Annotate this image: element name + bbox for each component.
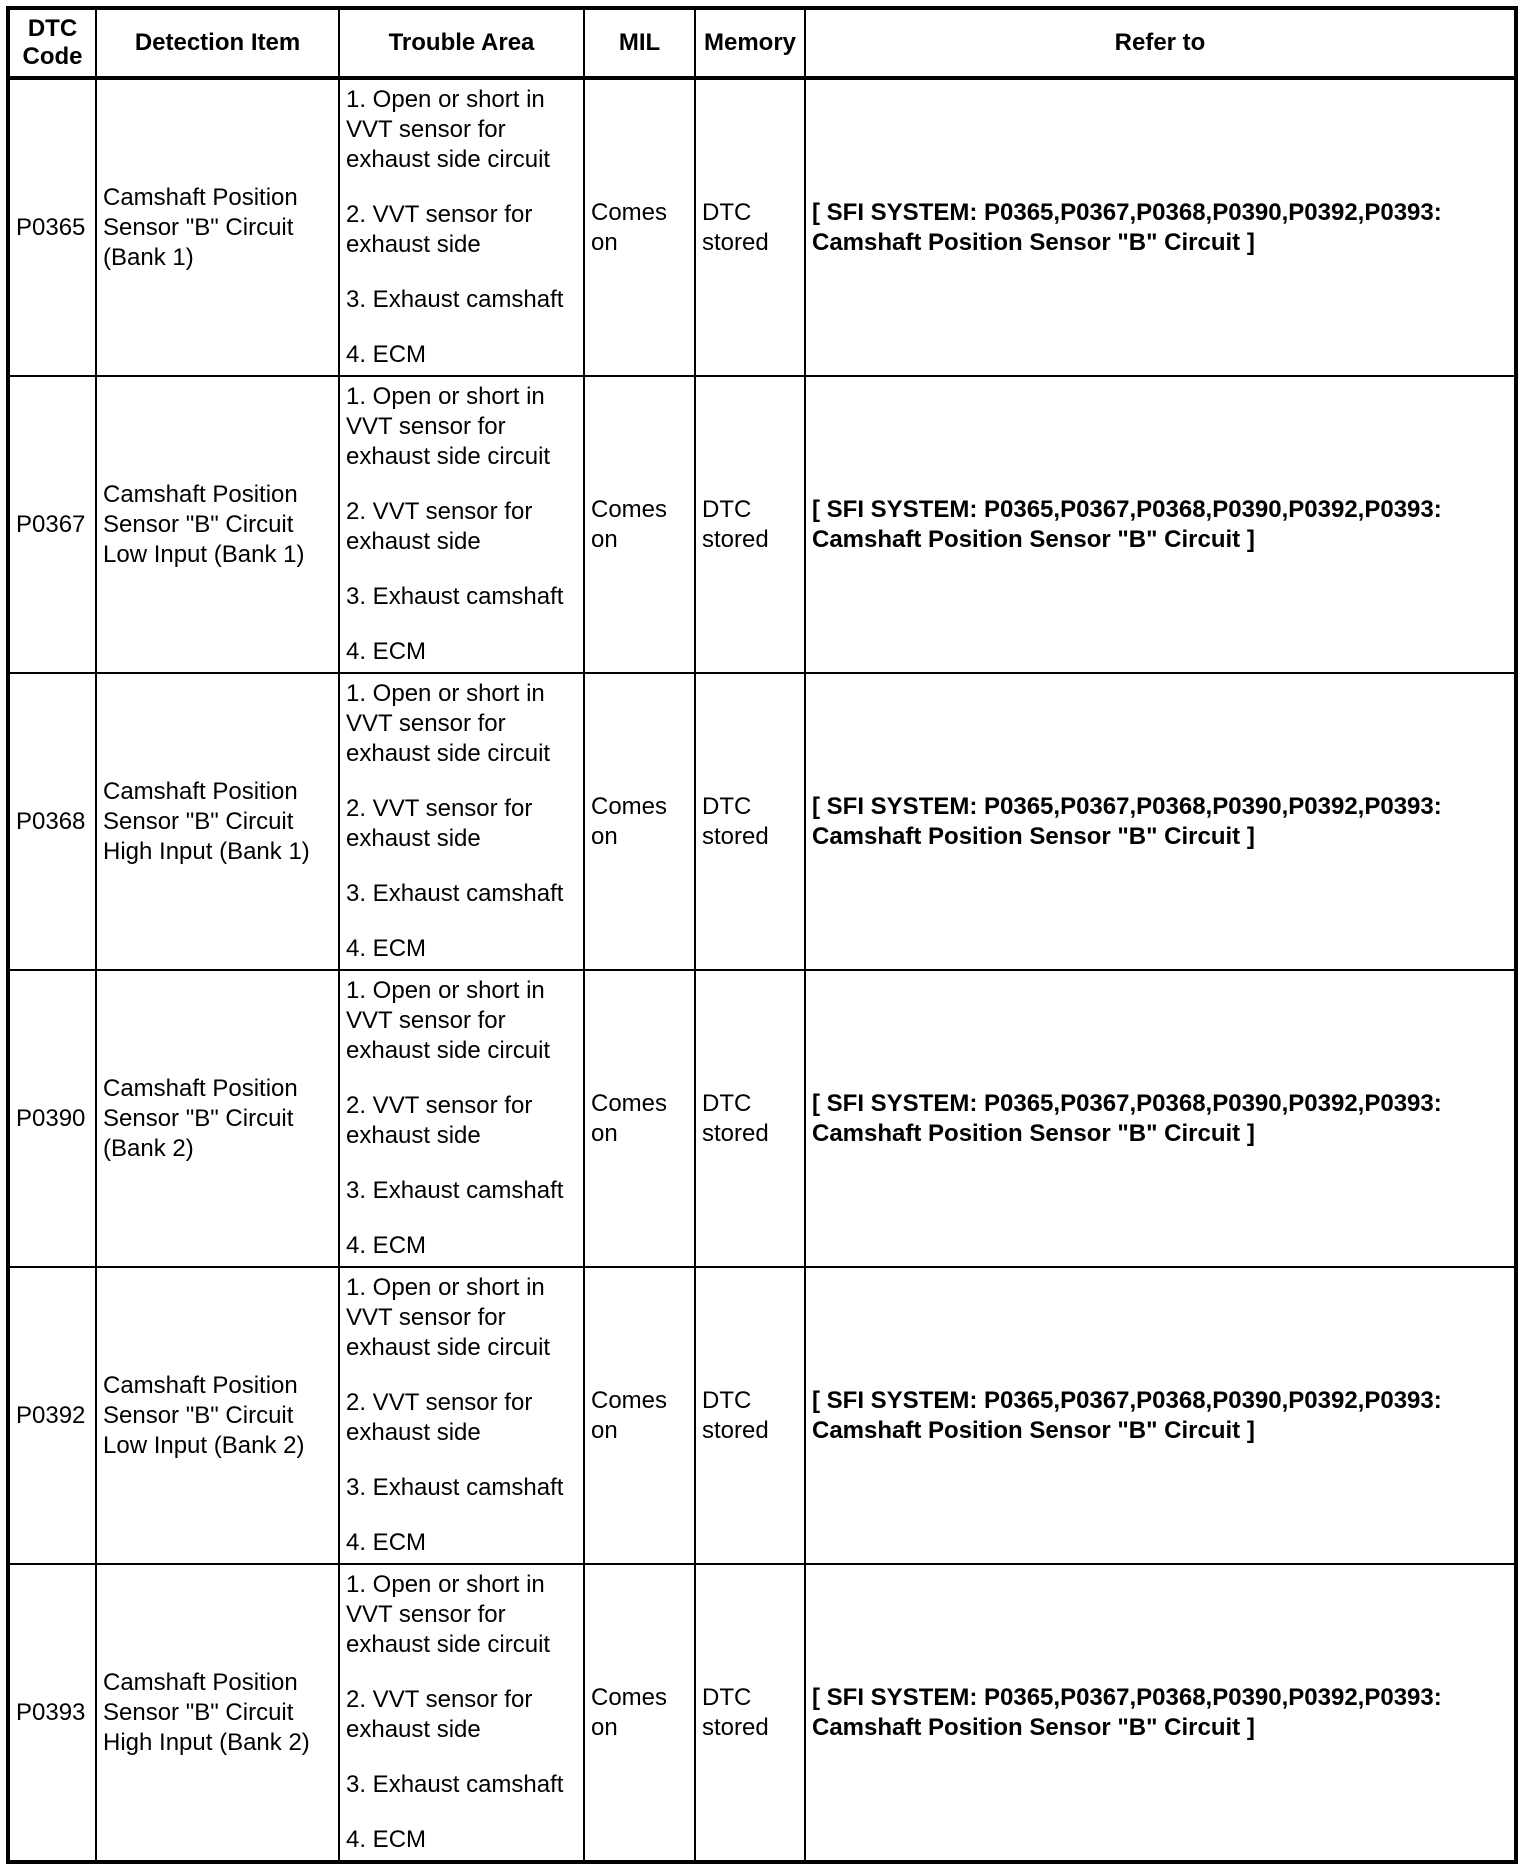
refer-to-line-1: [ SFI SYSTEM: P0365,P0367,P0368,P0390,P0392,P0393: xyxy=(812,1683,1442,1711)
trouble-area-item: 1. Open or short in VVT sensor for exhaust side circuit xyxy=(346,383,551,470)
trouble-area-item: 4. ECM xyxy=(346,341,427,368)
refer-to-line-2: Camshaft Position Sensor "B" Circuit ] xyxy=(812,228,1255,256)
mil-cell: Comes on xyxy=(584,673,695,970)
dtc-code-cell: P0393 xyxy=(8,1564,96,1862)
mil-cell: Comes on xyxy=(584,1564,695,1862)
refer-to-line-2: Camshaft Position Sensor "B" Circuit ] xyxy=(812,1416,1255,1444)
trouble-area-item: 1. Open or short in VVT sensor for exhaust side circuit xyxy=(346,680,551,767)
trouble-area-item: 1. Open or short in VVT sensor for exhaust side circuit xyxy=(346,1274,551,1361)
detection-item-cell: Camshaft Position Sensor "B" Circuit (Bank 1) xyxy=(96,78,339,376)
header-refer-to: Refer to xyxy=(805,8,1516,78)
trouble-area-list xyxy=(346,679,577,964)
trouble-area-item: 1. Open or short in VVT sensor for exhaust side circuit xyxy=(346,977,551,1064)
trouble-area-list xyxy=(346,1570,577,1855)
trouble-area-list xyxy=(346,382,577,667)
memory-cell: DTC stored xyxy=(695,970,805,1267)
trouble-area-item: 3. Exhaust camshaft xyxy=(346,1474,564,1501)
trouble-area-list xyxy=(346,976,577,1261)
mil-cell: Comes on xyxy=(584,970,695,1267)
dtc-code-cell: P0390 xyxy=(8,970,96,1267)
refer-to-link[interactable] xyxy=(805,1267,1516,1564)
trouble-area-cell xyxy=(339,673,584,970)
refer-to-line-1: [ SFI SYSTEM: P0365,P0367,P0368,P0390,P0392,P0393: xyxy=(812,792,1442,820)
refer-to-link[interactable] xyxy=(805,970,1516,1267)
trouble-area-item: 4. ECM xyxy=(346,935,427,962)
refer-to-line-1: [ SFI SYSTEM: P0365,P0367,P0368,P0390,P0392,P0393: xyxy=(812,1386,1442,1414)
header-dtc-code: DTC Code xyxy=(8,8,96,78)
refer-to-line-1: [ SFI SYSTEM: P0365,P0367,P0368,P0390,P0392,P0393: xyxy=(812,495,1442,523)
memory-cell: DTC stored xyxy=(695,1564,805,1862)
trouble-area-item: 4. ECM xyxy=(346,1826,427,1853)
table-header-row xyxy=(8,8,1516,78)
trouble-area-item: 3. Exhaust camshaft xyxy=(346,880,564,907)
refer-to-link[interactable] xyxy=(805,1564,1516,1862)
trouble-area-cell xyxy=(339,376,584,673)
detection-item-cell: Camshaft Position Sensor "B" Circuit High Input (Bank 2) xyxy=(96,1564,339,1862)
refer-to-link[interactable] xyxy=(805,673,1516,970)
refer-to-line-2: Camshaft Position Sensor "B" Circuit ] xyxy=(812,525,1255,553)
header-memory: Memory xyxy=(695,8,805,78)
table-row xyxy=(8,376,1516,673)
trouble-area-item: 1. Open or short in VVT sensor for exhaust side circuit xyxy=(346,86,551,173)
trouble-area-cell xyxy=(339,1267,584,1564)
table-row xyxy=(8,1564,1516,1862)
dtc-code-cell: P0365 xyxy=(8,78,96,376)
trouble-area-cell xyxy=(339,78,584,376)
trouble-area-item: 2. VVT sensor for exhaust side xyxy=(346,795,533,852)
trouble-area-item: 2. VVT sensor for exhaust side xyxy=(346,201,533,258)
trouble-area-item: 2. VVT sensor for exhaust side xyxy=(346,1389,533,1446)
trouble-area-item: 3. Exhaust camshaft xyxy=(346,1177,564,1204)
refer-to-line-1: [ SFI SYSTEM: P0365,P0367,P0368,P0390,P0392,P0393: xyxy=(812,198,1442,226)
memory-cell: DTC stored xyxy=(695,376,805,673)
detection-item-cell: Camshaft Position Sensor "B" Circuit (Bank 2) xyxy=(96,970,339,1267)
dtc-code-cell: P0367 xyxy=(8,376,96,673)
trouble-area-item: 4. ECM xyxy=(346,1529,427,1556)
table-row xyxy=(8,78,1516,376)
mil-cell: Comes on xyxy=(584,376,695,673)
trouble-area-item: 3. Exhaust camshaft xyxy=(346,583,564,610)
dtc-code-cell: P0392 xyxy=(8,1267,96,1564)
trouble-area-item: 2. VVT sensor for exhaust side xyxy=(346,1686,533,1743)
trouble-area-item: 1. Open or short in VVT sensor for exhaust side circuit xyxy=(346,1571,551,1658)
trouble-area-list xyxy=(346,1273,577,1558)
trouble-area-item: 2. VVT sensor for exhaust side xyxy=(346,498,533,555)
dtc-table xyxy=(6,6,1518,1864)
trouble-area-item: 4. ECM xyxy=(346,1232,427,1259)
header-mil: MIL xyxy=(584,8,695,78)
memory-cell: DTC stored xyxy=(695,673,805,970)
refer-to-line-2: Camshaft Position Sensor "B" Circuit ] xyxy=(812,1713,1255,1741)
trouble-area-item: 3. Exhaust camshaft xyxy=(346,1771,564,1798)
detection-item-cell: Camshaft Position Sensor "B" Circuit Low Input (Bank 2) xyxy=(96,1267,339,1564)
mil-cell: Comes on xyxy=(584,1267,695,1564)
header-detection-item: Detection Item xyxy=(96,8,339,78)
mil-cell: Comes on xyxy=(584,78,695,376)
memory-cell: DTC stored xyxy=(695,78,805,376)
memory-cell: DTC stored xyxy=(695,1267,805,1564)
trouble-area-cell xyxy=(339,970,584,1267)
trouble-area-item: 3. Exhaust camshaft xyxy=(346,286,564,313)
detection-item-cell: Camshaft Position Sensor "B" Circuit Low Input (Bank 1) xyxy=(96,376,339,673)
refer-to-line-1: [ SFI SYSTEM: P0365,P0367,P0368,P0390,P0392,P0393: xyxy=(812,1089,1442,1117)
trouble-area-cell xyxy=(339,1564,584,1862)
refer-to-link[interactable] xyxy=(805,78,1516,376)
refer-to-line-2: Camshaft Position Sensor "B" Circuit ] xyxy=(812,822,1255,850)
refer-to-line-2: Camshaft Position Sensor "B" Circuit ] xyxy=(812,1119,1255,1147)
trouble-area-item: 2. VVT sensor for exhaust side xyxy=(346,1092,533,1149)
refer-to-link[interactable] xyxy=(805,376,1516,673)
trouble-area-item: 4. ECM xyxy=(346,638,427,665)
header-trouble-area: Trouble Area xyxy=(339,8,584,78)
table-row xyxy=(8,673,1516,970)
table-row xyxy=(8,1267,1516,1564)
detection-item-cell: Camshaft Position Sensor "B" Circuit High Input (Bank 1) xyxy=(96,673,339,970)
table-row xyxy=(8,970,1516,1267)
table-body xyxy=(8,78,1516,1862)
trouble-area-list xyxy=(346,85,577,370)
dtc-code-cell: P0368 xyxy=(8,673,96,970)
